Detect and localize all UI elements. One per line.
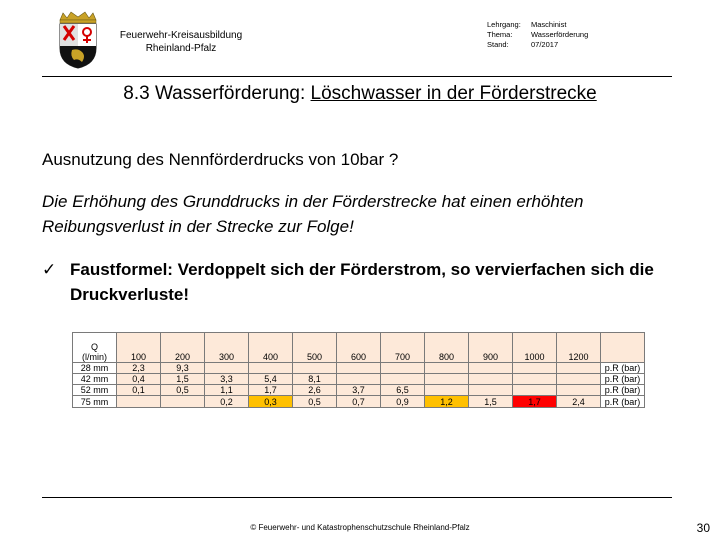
question-text: Ausnutzung des Nennförderdrucks von 10bar ? xyxy=(42,150,399,169)
table-row xyxy=(73,374,645,385)
header-divider xyxy=(42,76,672,77)
value-cell xyxy=(337,363,381,374)
value-cell: 0,9 xyxy=(381,396,425,408)
table-row xyxy=(73,363,645,374)
value-cell xyxy=(161,396,205,408)
copyright-icon: © xyxy=(250,523,257,532)
value-cell xyxy=(425,363,469,374)
value-cell: 2,6 xyxy=(293,385,337,396)
flow-header: 1200 xyxy=(557,333,601,363)
meta-value: Wasserförderung xyxy=(531,30,589,39)
value-cell-highlight-orange: 0,3 xyxy=(249,396,293,408)
explanation-paragraph: Die Erhöhung des Grunddrucks in der Förderstrecke hat einen erhöhten Reibungsverlust in der Strecke zur Folge! xyxy=(42,192,584,236)
footer-divider xyxy=(42,497,672,498)
unit-cell: p.R (bar) xyxy=(601,385,645,396)
checkmark-icon: ✓ xyxy=(42,260,57,279)
value-cell xyxy=(513,374,557,385)
header-label-cell xyxy=(73,333,117,363)
footer xyxy=(0,523,720,532)
org-line-2: Rheinland-Pfalz xyxy=(145,43,217,54)
header-unit: (l/min) xyxy=(82,352,107,362)
header-q: Q xyxy=(90,342,98,352)
meta-value: Maschinist xyxy=(531,20,567,29)
value-cell xyxy=(117,396,161,408)
hose-size-label: 75 mm xyxy=(73,396,117,408)
hose-size-label: 52 mm xyxy=(73,385,117,396)
value-cell: 3,7 xyxy=(337,385,381,396)
flow-header: 500 xyxy=(293,333,337,363)
value-cell xyxy=(337,374,381,385)
organization-name xyxy=(108,29,254,55)
value-cell: 0,4 xyxy=(117,374,161,385)
title-prefix: 8.3 Wasserförderung: xyxy=(123,83,311,104)
value-cell: 1,7 xyxy=(249,385,293,396)
value-cell xyxy=(425,374,469,385)
flow-header: 900 xyxy=(469,333,513,363)
value-cell xyxy=(557,374,601,385)
value-cell-highlight-orange: 1,2 xyxy=(425,396,469,408)
flow-header: 600 xyxy=(337,333,381,363)
course-meta xyxy=(487,20,588,50)
hose-size-label: 42 mm xyxy=(73,374,117,385)
table-header-row xyxy=(73,333,645,363)
value-cell xyxy=(469,385,513,396)
unit-cell: p.R (bar) xyxy=(601,374,645,385)
rhineland-palatinate-coat-of-arms xyxy=(52,10,104,70)
flow-header: 100 xyxy=(117,333,161,363)
value-cell: 1,5 xyxy=(469,396,513,408)
value-cell: 0,1 xyxy=(117,385,161,396)
value-cell-highlight-red: 1,7 xyxy=(513,396,557,408)
meta-key: Stand: xyxy=(487,40,509,49)
value-cell: 0,7 xyxy=(337,396,381,408)
value-cell: 0,5 xyxy=(161,385,205,396)
unit-cell: p.R (bar) xyxy=(601,396,645,408)
flow-header: 700 xyxy=(381,333,425,363)
table-row xyxy=(73,385,645,396)
value-cell: 1,5 xyxy=(161,374,205,385)
value-cell: 0,5 xyxy=(293,396,337,408)
value-cell: 0,2 xyxy=(205,396,249,408)
meta-key: Thema: xyxy=(487,30,513,39)
rule-of-thumb-bullet xyxy=(42,257,662,307)
org-line-1: Feuerwehr-Kreisausbildung xyxy=(119,30,243,41)
friction-loss-table xyxy=(72,332,645,408)
hose-size-label: 28 mm xyxy=(73,363,117,374)
value-cell xyxy=(425,385,469,396)
meta-row-topic xyxy=(487,30,588,40)
unit-cell: p.R (bar) xyxy=(601,363,645,374)
slide-title xyxy=(0,83,720,105)
value-cell: 9,3 xyxy=(161,363,205,374)
value-cell: 6,5 xyxy=(381,385,425,396)
value-cell: 1,1 xyxy=(205,385,249,396)
value-cell xyxy=(381,374,425,385)
title-underlined: Löschwasser in der Förderstrecke xyxy=(310,83,597,104)
meta-row-date xyxy=(487,40,588,50)
value-cell xyxy=(205,363,249,374)
bullet-text: Faustformel: Verdoppelt sich der Förderstrom, so vervierfachen sich die Druckverluste! xyxy=(70,260,654,304)
value-cell xyxy=(381,363,425,374)
flow-header: 200 xyxy=(161,333,205,363)
meta-row-course xyxy=(487,20,588,30)
value-cell xyxy=(293,363,337,374)
value-cell xyxy=(513,385,557,396)
unit-header xyxy=(601,333,645,363)
meta-value: 07/2017 xyxy=(531,40,559,49)
value-cell xyxy=(513,363,557,374)
value-cell xyxy=(557,385,601,396)
value-cell xyxy=(469,363,513,374)
value-cell: 2,3 xyxy=(117,363,161,374)
value-cell: 2,4 xyxy=(557,396,601,408)
value-cell: 3,3 xyxy=(205,374,249,385)
meta-key: Lehrgang: xyxy=(487,20,521,29)
value-cell xyxy=(469,374,513,385)
flow-header: 300 xyxy=(205,333,249,363)
page-number: 30 xyxy=(696,521,710,535)
flow-header: 800 xyxy=(425,333,469,363)
flow-header: 400 xyxy=(249,333,293,363)
footer-text: Feuerwehr- und Katastrophenschutzschule Rheinland-Pfalz xyxy=(258,523,470,532)
value-cell xyxy=(557,363,601,374)
table-row xyxy=(73,396,645,408)
value-cell: 5,4 xyxy=(249,374,293,385)
value-cell: 8,1 xyxy=(293,374,337,385)
flow-header: 1000 xyxy=(513,333,557,363)
value-cell xyxy=(249,363,293,374)
